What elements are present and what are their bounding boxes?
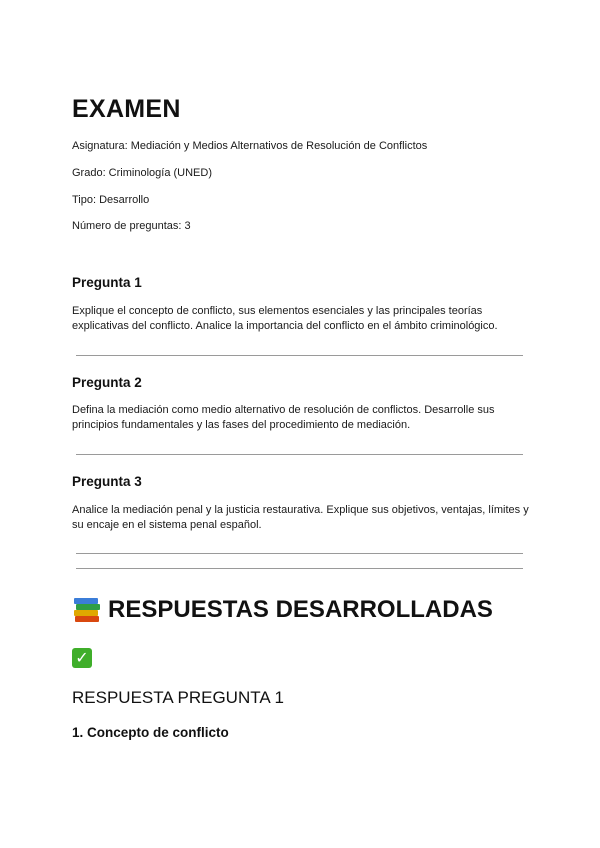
answers-section-heading <box>72 596 493 624</box>
divider-line <box>76 568 523 569</box>
answers-section-title: RESPUESTAS DESARROLLADAS <box>108 596 493 623</box>
check-mark-button-icon: ✓ <box>72 648 92 668</box>
meta-grado: Grado: Criminología (UNED) <box>72 167 212 179</box>
divider-line <box>76 355 523 356</box>
divider-line <box>76 553 523 554</box>
book-shape <box>75 616 99 622</box>
answer-1-heading: RESPUESTA PREGUNTA 1 <box>72 688 284 707</box>
document-title: EXAMEN <box>72 95 181 123</box>
question-2-heading: Pregunta 2 <box>72 375 142 390</box>
question-3-text: Analice la mediación penal y la justicia restaurativa. Explique sus objetivos, ventajas, límites y su encaje en el sistema penal español. <box>72 504 529 531</box>
books-icon <box>72 598 100 622</box>
divider-line <box>76 454 523 455</box>
answer-1-subheading: 1. Concepto de conflicto <box>72 725 229 740</box>
meta-numero-preguntas: Número de preguntas: 3 <box>72 220 191 232</box>
meta-asignatura: Asignatura: Mediación y Medios Alternativos de Resolución de Conflictos <box>72 140 428 152</box>
question-1-heading: Pregunta 1 <box>72 275 142 290</box>
question-3-heading: Pregunta 3 <box>72 474 142 489</box>
question-1-text: Explique el concepto de conflicto, sus elementos esenciales y las principales teorías explicativas del conflicto. Analice la importancia del conflicto en el ámbito criminológico. <box>72 305 498 332</box>
question-2-text: Defina la mediación como medio alternativo de resolución de conflictos. Desarrolle sus principios fundamentales y las fases del procedimiento de mediación. <box>72 404 495 431</box>
meta-tipo: Tipo: Desarrollo <box>72 194 150 206</box>
